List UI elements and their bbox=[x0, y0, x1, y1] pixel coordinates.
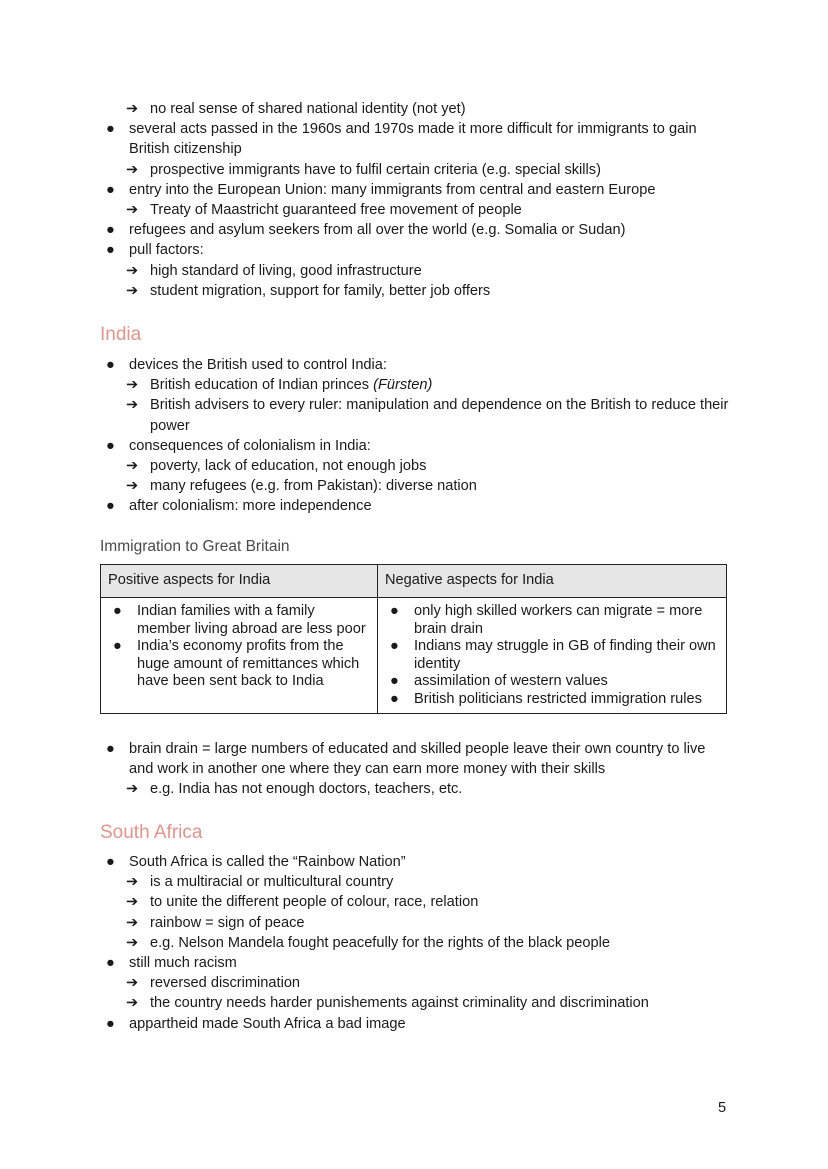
section-heading-south-africa: South Africa bbox=[100, 822, 203, 843]
section-heading-india: India bbox=[100, 324, 142, 345]
arrow-right-icon: ➔ bbox=[126, 781, 139, 798]
aspects-table bbox=[100, 564, 727, 714]
arrow-right-icon: ➔ bbox=[126, 202, 139, 219]
arrow-right-icon: ➔ bbox=[126, 161, 139, 178]
list-item: ➔ British education of Indian princes (Fürsten) bbox=[100, 375, 730, 395]
list-item: ● after colonialism: more independence bbox=[100, 496, 730, 516]
negative-cell bbox=[378, 598, 727, 714]
india-list bbox=[100, 355, 730, 517]
arrow-right-icon: ➔ bbox=[126, 894, 139, 911]
bullet-icon: ● bbox=[106, 1015, 115, 1032]
page-number: 5 bbox=[718, 1100, 727, 1116]
bullet-icon: ● bbox=[106, 955, 115, 972]
list-item: ● only high skilled workers can migrate = more brain drain bbox=[390, 603, 703, 637]
positive-cell bbox=[101, 598, 378, 714]
list-item: ➔ to unite the different people of colour, race, relation bbox=[100, 892, 730, 912]
arrow-right-icon: ➔ bbox=[126, 282, 139, 299]
bullet-icon: ● bbox=[113, 638, 122, 655]
migration-list bbox=[100, 99, 730, 301]
subheading-immigration: Immigration to Great Britain bbox=[100, 538, 290, 555]
list-item: ● appartheid made South Africa a bad image bbox=[100, 1014, 730, 1034]
list-item: ● Indian families with a family member living abroad are less poor bbox=[113, 603, 366, 637]
arrow-right-icon: ➔ bbox=[126, 101, 139, 117]
list-item: ➔ British advisers to every ruler: manipulation and dependence on the British to reduce their power bbox=[126, 397, 729, 434]
bullet-icon: ● bbox=[106, 242, 115, 259]
list-item: ● refugees and asylum seekers from all over the world (e.g. Somalia or Sudan) bbox=[100, 220, 730, 240]
bullet-icon: ● bbox=[113, 603, 122, 619]
column-header-positive: Positive aspects for India bbox=[101, 565, 378, 598]
list-item: ● British politicians restricted immigration rules bbox=[390, 690, 702, 707]
list-item: ➔ e.g. India has not enough doctors, teachers, etc. bbox=[100, 779, 730, 799]
list-item: ➔ is a multiracial or multicultural country bbox=[100, 872, 730, 892]
bullet-icon: ● bbox=[390, 673, 399, 690]
arrow-right-icon: ➔ bbox=[126, 995, 139, 1012]
arrow-right-icon: ➔ bbox=[126, 397, 139, 414]
bullet-icon: ● bbox=[390, 690, 399, 707]
list-item: ● Indians may struggle in GB of finding their own identity bbox=[390, 638, 716, 672]
arrow-right-icon: ➔ bbox=[126, 975, 139, 992]
list-item: ● entry into the European Union: many immigrants from central and eastern Europe bbox=[100, 180, 730, 200]
bullet-icon: ● bbox=[106, 222, 115, 239]
list-item: ● assimilation of western values bbox=[390, 673, 608, 690]
bullet-icon: ● bbox=[390, 603, 399, 619]
column-header-negative: Negative aspects for India bbox=[378, 565, 727, 598]
list-item: ➔ student migration, support for family, better job offers bbox=[100, 281, 730, 301]
list-item: ➔ the country needs harder punishements against criminality and discrimination bbox=[100, 993, 730, 1013]
list-item: ➔ reversed discrimination bbox=[100, 973, 730, 993]
list-item: ● pull factors: bbox=[100, 240, 730, 260]
list-item: ➔ high standard of living, good infrastructure bbox=[100, 261, 730, 281]
list-item: ● India’s economy profits from the huge amount of remittances which have been sent back to India bbox=[113, 638, 360, 690]
list-item: ➔ e.g. Nelson Mandela fought peacefully for the rights of the black people bbox=[100, 933, 730, 953]
list-item: ➔ Treaty of Maastricht guaranteed free movement of people bbox=[100, 200, 730, 220]
list-item: ➔ prospective immigrants have to fulfil certain criteria (e.g. special skills) bbox=[100, 160, 730, 180]
table-header-row bbox=[101, 565, 727, 598]
arrow-right-icon: ➔ bbox=[126, 874, 139, 891]
bullet-icon: ● bbox=[106, 741, 115, 757]
list-item: ● several acts passed in the 1960s and 1970s made it more difficult for immigrants to gain British citizenship bbox=[106, 121, 697, 158]
list-item: ● South Africa is called the “Rainbow Nation” bbox=[100, 852, 730, 872]
bullet-icon: ● bbox=[106, 854, 115, 870]
bullet-icon: ● bbox=[106, 437, 115, 454]
arrow-right-icon: ➔ bbox=[126, 377, 139, 394]
bullet-icon: ● bbox=[106, 121, 115, 138]
south-africa-list bbox=[100, 852, 730, 1034]
list-item: ➔ rainbow = sign of peace bbox=[100, 913, 730, 933]
bullet-icon: ● bbox=[106, 498, 115, 515]
list-item: ● devices the British used to control India: bbox=[100, 355, 730, 375]
arrow-right-icon: ➔ bbox=[126, 478, 139, 495]
bullet-icon: ● bbox=[106, 181, 115, 198]
bullet-icon: ● bbox=[106, 357, 115, 373]
arrow-right-icon: ➔ bbox=[126, 458, 139, 475]
brain-drain-list bbox=[100, 739, 730, 800]
list-item: ● still much racism bbox=[100, 953, 730, 973]
list-item: ● consequences of colonialism in India: bbox=[100, 436, 730, 456]
list-item: ● brain drain = large numbers of educated and skilled people leave their own country to live and work in another one where they can earn more money with their skills bbox=[106, 741, 706, 778]
table-row bbox=[101, 598, 727, 714]
arrow-right-icon: ➔ bbox=[126, 914, 139, 931]
italic-note: (Fürsten) bbox=[373, 377, 433, 394]
list-item: ➔ poverty, lack of education, not enough jobs bbox=[100, 456, 730, 476]
bullet-icon: ● bbox=[390, 638, 399, 655]
list-item: ➔ no real sense of shared national identity (not yet) bbox=[100, 99, 730, 119]
arrow-right-icon: ➔ bbox=[126, 262, 139, 279]
list-item: ➔ many refugees (e.g. from Pakistan): diverse nation bbox=[100, 476, 730, 496]
arrow-right-icon: ➔ bbox=[126, 934, 139, 951]
